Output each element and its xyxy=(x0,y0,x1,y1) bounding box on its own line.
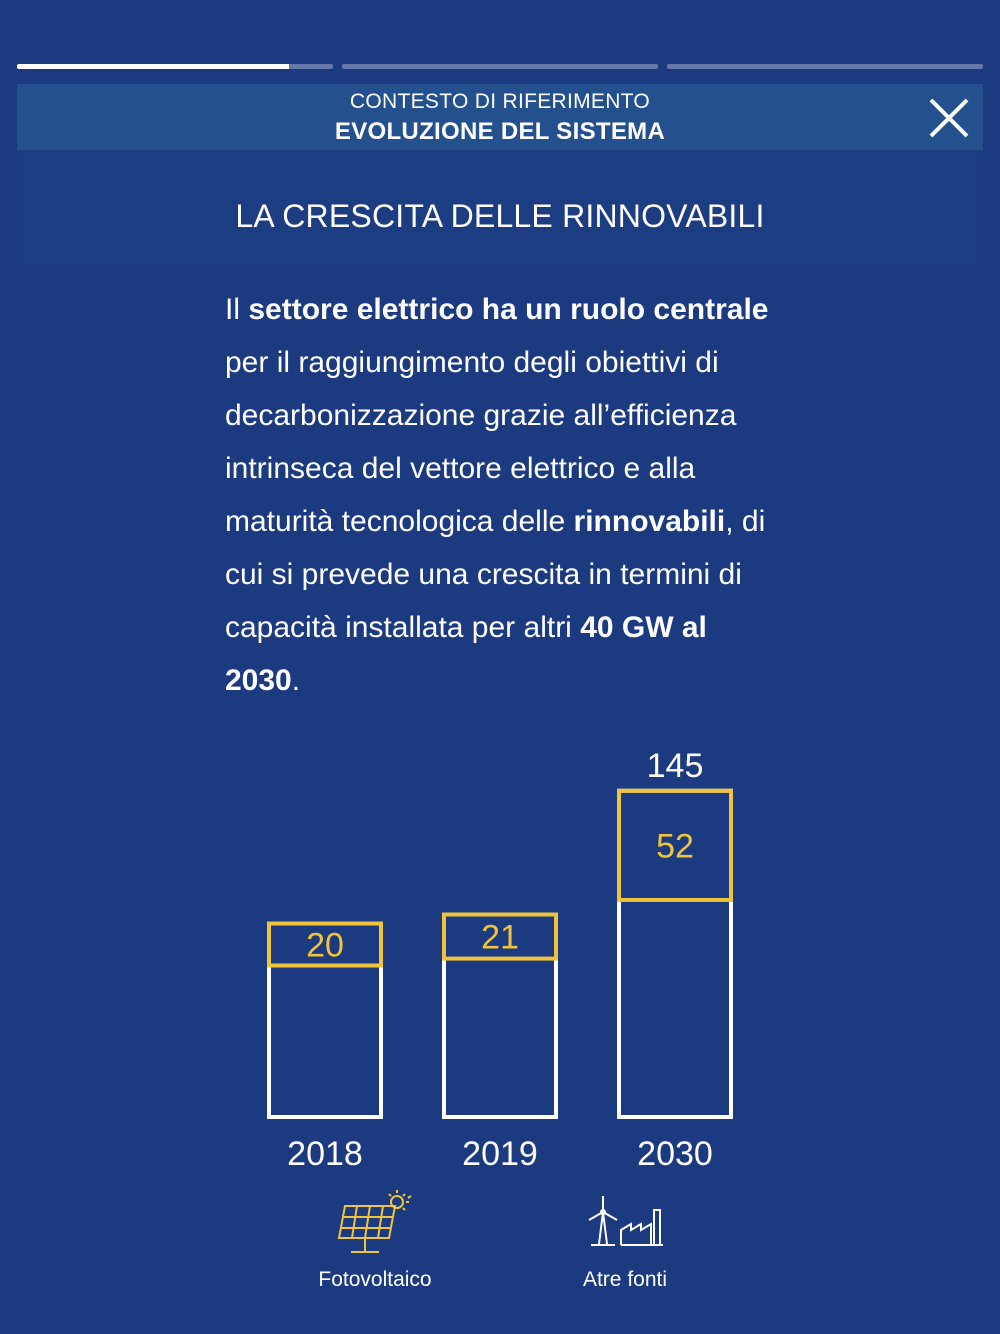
body-text-4: . xyxy=(291,664,301,697)
legend-label-fotovoltaico: Fotovoltaico xyxy=(318,1268,432,1291)
body-bold-1: settore elettrico ha un ruolo centrale xyxy=(248,293,769,326)
body-bold-3: 40 GW al 2030 xyxy=(225,611,707,697)
section-title: LA CRESCITA DELLE RINNOVABILI xyxy=(235,198,765,234)
legend-item-fotovoltaico xyxy=(275,1188,475,1292)
value-label-fotovoltaico-2019: 21 xyxy=(481,918,519,957)
legend-item-atre-fonti xyxy=(525,1188,725,1292)
body-bold-2: rinnovabili xyxy=(573,505,726,538)
header-title: EVOLUZIONE DEL SISTEMA xyxy=(334,118,666,145)
value-label-fotovoltaico-2030: 52 xyxy=(656,827,694,866)
total-label-2030: 145 xyxy=(646,746,704,785)
category-label-2018: 2018 xyxy=(287,1135,363,1173)
wind-factory-icon xyxy=(585,1188,665,1258)
body-text-1: Il xyxy=(225,293,249,326)
legend-label-atre-fonti: Atre fonti xyxy=(582,1268,668,1291)
category-label-2030: 2030 xyxy=(637,1135,713,1173)
body-text-2: per il raggiungimento degli obiettivi di decarbonizzazione grazie all’efficienza intrinseca del vettore elettrico e alla maturità tecnologica delle xyxy=(225,346,737,538)
body-text-3: , di cui si prevede una crescita in termini di capacità installata per altri xyxy=(225,505,766,644)
header-subtitle: CONTESTO DI RIFERIMENTO xyxy=(349,90,651,113)
value-label-fotovoltaico-2018: 20 xyxy=(306,926,344,965)
category-label-2019: 2019 xyxy=(462,1135,538,1173)
solar-panel-icon xyxy=(335,1188,415,1258)
